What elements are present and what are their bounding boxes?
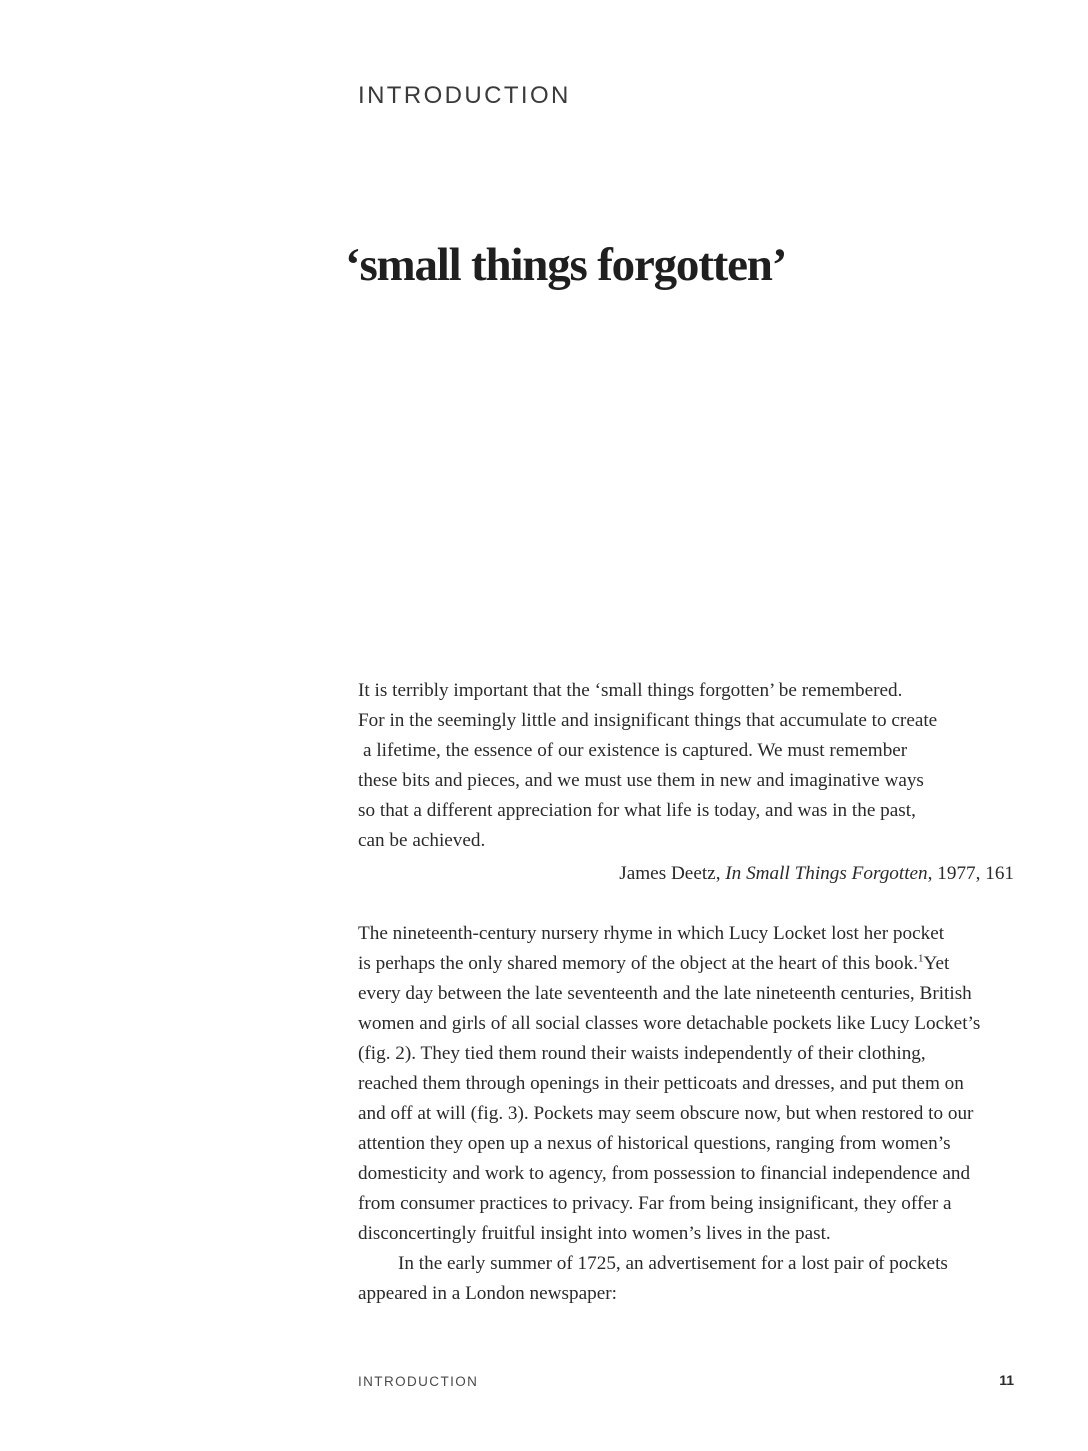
- epigraph-line: It is terribly important that the ‘small things forgotten’ be remembered.: [358, 680, 903, 701]
- body-line: domesticity and work to agency, from possession to financial independence and: [358, 1163, 971, 1184]
- chapter-title: ‘small things forgotten’: [345, 239, 787, 291]
- footnote-reference[interactable]: 1: [918, 952, 924, 965]
- body-line: (fig. 2). They tied them round their waists independently of their clothing,: [358, 1043, 926, 1064]
- body-line: attention they open up a nexus of historical questions, ranging from women’s: [358, 1133, 951, 1154]
- body-line-tail: Yet: [923, 953, 950, 974]
- body-line: disconcertingly fruitful insight into women’s lives in the past.: [358, 1223, 831, 1244]
- epigraph-attribution: [619, 860, 1014, 888]
- attribution-details: , 1977, 161: [927, 863, 1014, 884]
- body-line: The nineteenth-century nursery rhyme in which Lucy Locket lost her pocket: [358, 923, 945, 944]
- epigraph: [358, 676, 1018, 856]
- body-line: women and girls of all social classes wore detachable pockets like Lucy Locket’s: [358, 1013, 981, 1034]
- attribution-author: James Deetz,: [619, 863, 726, 884]
- body-line: every day between the late seventeenth and the late nineteenth centuries, British: [358, 983, 972, 1004]
- epigraph-line: so that a different appreciation for what life is today, and was in the past,: [358, 800, 916, 821]
- page-number: 11: [999, 1372, 1014, 1388]
- epigraph-line: these bits and pieces, and we must use them in new and imaginative ways: [358, 770, 924, 791]
- body-line: reached them through openings in their petticoats and dresses, and put them on: [358, 1073, 964, 1094]
- epigraph-line: can be achieved.: [358, 830, 486, 851]
- epigraph-line: For in the seemingly little and insignificant things that accumulate to create: [358, 710, 938, 731]
- body-line: appeared in a London newspaper:: [358, 1283, 617, 1304]
- body-line-text: is perhaps the only shared memory of the object at the heart of this book.: [358, 953, 919, 974]
- body-line: [358, 949, 1018, 979]
- body-line: and off at will (fig. 3). Pockets may seem obscure now, but when restored to our: [358, 1103, 974, 1124]
- body-text: [358, 919, 1018, 1309]
- footer-section-label: INTRODUCTION: [358, 1374, 479, 1389]
- body-line: from consumer practices to privacy. Far from being insignificant, they offer a: [358, 1193, 952, 1214]
- attribution-work-title: In Small Things Forgotten: [725, 863, 928, 884]
- body-line: In the early summer of 1725, an advertisement for a lost pair of pockets: [398, 1253, 948, 1274]
- section-label: INTRODUCTION: [358, 82, 571, 109]
- epigraph-line: a lifetime, the essence of our existence is captured. We must remember: [363, 740, 908, 761]
